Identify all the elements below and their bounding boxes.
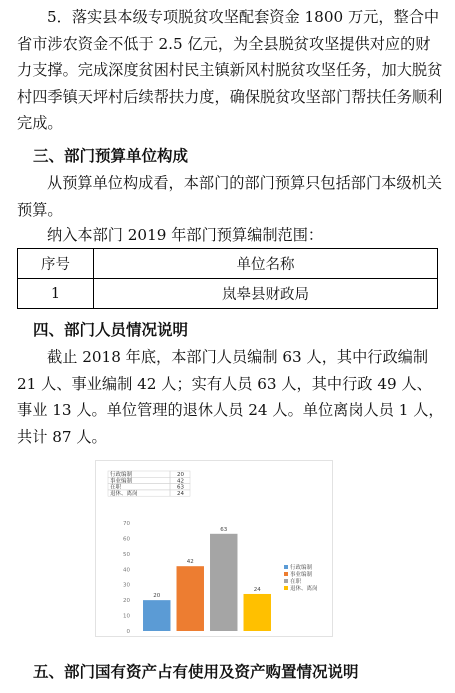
legend-swatch <box>284 586 288 590</box>
heading-assets: 五、部门国有资产占有使用及资产购置情况说明 <box>33 663 359 681</box>
table-row <box>18 279 438 309</box>
table-header-row <box>18 249 438 279</box>
data-table-category: 事业编制 <box>110 478 133 485</box>
personnel-chart <box>95 460 333 637</box>
bar-value-label: 20 <box>153 593 161 600</box>
y-tick-label: 20 <box>123 598 130 605</box>
y-tick-label: 50 <box>123 551 130 558</box>
heading-budget-units: 三、部门预算单位构成 <box>33 147 189 165</box>
data-table-value: 42 <box>177 478 184 485</box>
data-table-value: 24 <box>177 490 184 497</box>
legend-label: 在职 <box>290 579 302 585</box>
table-header-cell: 序号 <box>18 249 94 279</box>
data-table-value: 20 <box>177 472 184 478</box>
data-table-value: 63 <box>177 484 184 491</box>
bar <box>143 600 170 631</box>
budget-unit-table <box>17 248 438 309</box>
data-table-category: 在职 <box>110 484 122 491</box>
legend-label: 行政编制 <box>290 565 313 571</box>
bar-value-label: 63 <box>220 526 228 533</box>
paragraph-scope: 纳入本部门 2019 年部门预算编制范围： <box>47 226 324 244</box>
paragraph-personnel: 截止 2018 年底，本部门人员编制 63 人，其中行政编制 21 人、事业编制 42 人；实有人员 63 人，其中行政 49 人、事业 13 人。单位管理的退休人员 24 人。单位离岗人员 1 人，共计 87 人。 <box>17 348 444 446</box>
y-tick-label: 40 <box>123 567 130 574</box>
legend-label: 事业编制 <box>290 572 313 578</box>
table-header-cell: 单位名称 <box>94 249 438 279</box>
personnel-bar-chart <box>96 461 332 636</box>
bar-value-label: 42 <box>186 559 194 566</box>
paragraph-budget-units: 从预算单位构成看，本部门的部门预算只包括部门本级机关预算。 <box>17 174 442 219</box>
paragraph-funds: 5．落实县本级专项脱贫攻坚配套资金 1800 万元，整合中省市涉农资金不低于 2.5 亿元，为全县脱贫攻坚提供对应的财力支撑。完成深度贫困村民主镇新风村脱贫攻坚任务，加大脱贫村四季镇天坪村后续帮扶力度，确保脱贫攻坚部门帮扶任务顺利完成。 <box>17 8 443 132</box>
y-tick-label: 10 <box>123 613 130 620</box>
y-tick-label: 60 <box>123 536 130 543</box>
data-table-category: 行政编制 <box>110 472 133 478</box>
bar-value-label: 24 <box>253 586 261 593</box>
bar <box>244 594 271 631</box>
legend-swatch <box>284 579 288 583</box>
legend-swatch <box>284 565 288 569</box>
bar <box>210 534 237 631</box>
bar <box>177 566 204 631</box>
table-cell: 岚皋县财政局 <box>94 279 438 309</box>
legend-swatch <box>284 572 288 576</box>
table-cell: 1 <box>18 279 94 309</box>
legend-label: 退休、离岗 <box>290 586 318 592</box>
data-table-category: 退休、离岗 <box>110 490 138 497</box>
y-tick-label: 30 <box>123 582 130 589</box>
y-tick-label: 70 <box>123 521 130 527</box>
heading-personnel: 四、部门人员情况说明 <box>33 321 189 339</box>
y-tick-label: 0 <box>126 629 130 635</box>
